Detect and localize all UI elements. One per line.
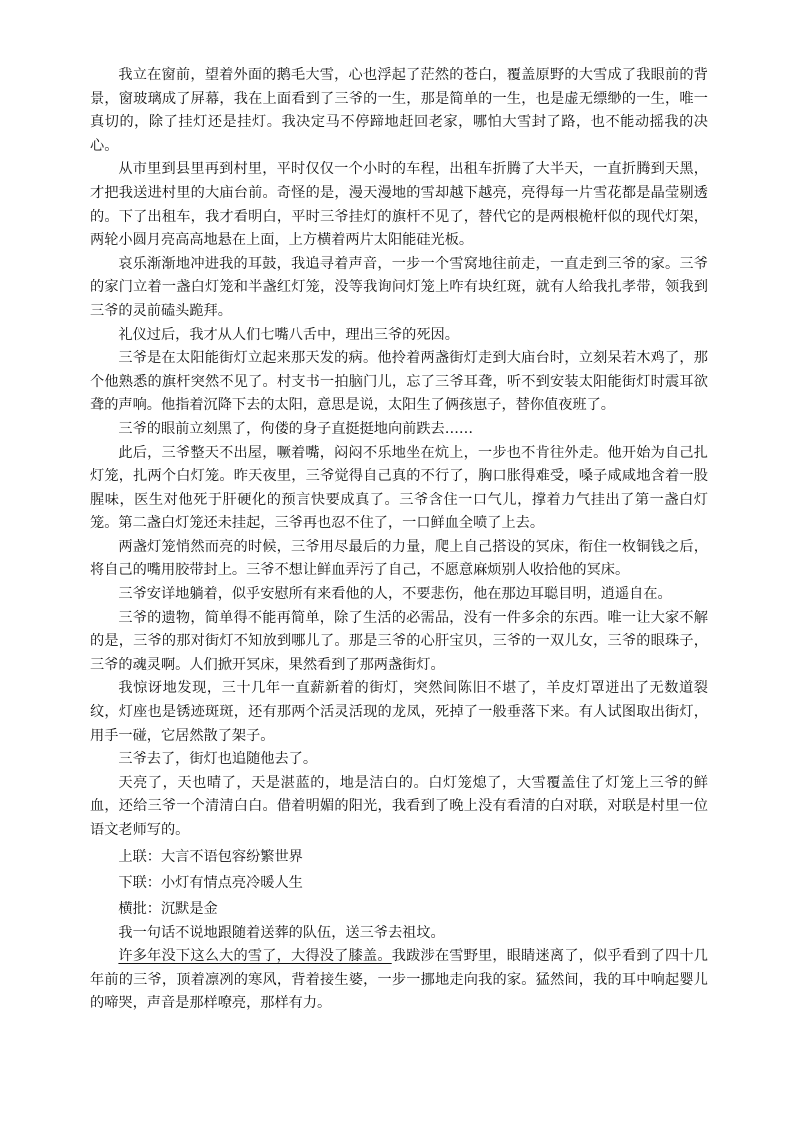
document-body [90, 64, 708, 1016]
paragraph: 礼仪过后，我才从人们七嘴八舌中，理出三爷的死因。 [118, 326, 459, 343]
paragraph: 我惊讶地发现，三十几年一直薪新着的街灯，突然间陈旧不堪了，羊皮灯罩迸出了无数道裂纹，灯座也是锈迹斑斑，还有那两个活灵活现的龙凤，死掉了一般垂落下来。有人试图取出街灯，用手一碰，它居然散了架子。 [90, 680, 708, 744]
couplet-horizontal: 横批：沉默是金 [118, 900, 218, 917]
paragraph: 此后，三爷整天不出屋，噘着嘴，闷闷不乐地坐在炕上，一步也不肯往外走。他开始为自己扎灯笼，扎两个白灯笼。昨天夜里，三爷觉得自己真的不行了，胸口胀得难受，嗓子咸咸地含着一股腥味，医生对他死于肝硬化的预言快要成真了。三爷含住一口气儿，撑着力气挂出了第一盏白灯笼。第二盏白灯笼还未挂起，三爷再也忍不住了，一口鲜血全喷了上去。 [90, 444, 708, 532]
paragraph: 哀乐渐渐地冲进我的耳鼓，我追寻着声音，一步一个雪窝地往前走，一直走到三爷的家。三爷的家门立着一盏白灯笼和半盏红灯笼，没等我询问灯笼上咋有块红斑，就有人给我扎孝带，领我到三爷的灵前磕头跪拜。 [90, 255, 708, 319]
final-paragraph [90, 945, 708, 1016]
paragraph: 三爷安详地躺着，似乎安慰所有来看他的人，不要悲伤，他在那边耳聪目明，逍遥自在。 [118, 586, 672, 603]
paragraph: 从市里到县里再到村里，平时仅仅一个小时的车程，出租车折腾了大半天，一直折腾到天黑，才把我送进村里的大庙台前。奇怪的是，漫天漫地的雪却越下越亮，亮得每一片雪花都是晶莹剔透的。下了出租车，我才看明白，平时三爷挂灯的旗杆不见了，替代它的是两根桅杆似的现代灯架，两轮小圆月亮高高地悬在上面，上方横着两片太阳能硅光板。 [90, 161, 708, 249]
paragraph: 三爷的遗物，简单得不能再简单，除了生活的必需品，没有一件多余的东西。唯一让大家不解的是，三爷的那对街灯不知放到哪儿了。那是三爷的心肝宝贝，三爷的一双儿女，三爷的眼珠子，三爷的魂灵啊。人们掀开冥床，果然看到了那两盏街灯。 [90, 609, 708, 673]
paragraph: 我立在窗前，望着外面的鹅毛大雪，心也浮起了茫然的苍白，覆盖原野的大雪成了我眼前的背景，窗玻璃成了屏幕，我在上面看到了三爷的一生，那是简单的一生，也是虚无缥缈的一生，唯一真切的，除了挂灯还是挂灯。我决定马不停蹄地赶回老家，哪怕大雪封了路，也不能动摇我的决心。 [90, 67, 708, 154]
couplet-upper: 上联：大言不语包容纷繁世界 [118, 848, 303, 865]
couplet-lower: 下联：小灯有情点亮冷暖人生 [118, 874, 303, 891]
paragraph: 三爷的眼前立刻黑了，佝偻的身子直挺挺地向前跌去…… [118, 420, 474, 437]
final-paragraph-rest: 我跋涉在雪野里，眼睛迷离了，似乎看到了四十几年前的三爷，顶着凛冽的寒风，背着接生婆，一步一挪地走向我的家。猛然间，我的耳中响起婴儿的啼哭，声音是那样嘹亮，那样有力。 [90, 948, 708, 1012]
paragraph: 天亮了，天也晴了，天是湛蓝的，地是洁白的。白灯笼熄了，大雪覆盖住了灯笼上三爷的鲜血，还给三爷一个清清白白。借着明媚的阳光，我看到了晚上没有看清的白对联，对联是村里一位语文老师写的。 [90, 774, 708, 838]
paragraph: 三爷去了，街灯也追随他去了。 [118, 751, 318, 768]
paragraph: 三爷是在太阳能街灯立起来那天发的病。他拎着两盏街灯走到大庙台时，立刻呆若木鸡了，那个他熟悉的旗杆突然不见了。村支书一拍脑门儿，忘了三爷耳聋，听不到安装太阳能街灯时震耳欲聋的声响。他指着沉降下去的太阳，意思是说，太阳生了俩孩崽子，替你值夜班了。 [90, 350, 708, 414]
paragraph: 我一句话不说地跟随着送葬的队伍，送三爷去祖坟。 [118, 924, 445, 941]
underlined-sentence: 许多年没下这么大的雪了，大得没了膝盖。 [118, 948, 392, 965]
paragraph: 两盏灯笼悄然而亮的时候，三爷用尽最后的力量，爬上自己搭设的冥床，衔住一枚铜钱之后，将自己的嘴用胶带封上。三爷不想让鲜血弄污了自己，不愿意麻烦别人收拾他的冥床。 [90, 538, 708, 579]
